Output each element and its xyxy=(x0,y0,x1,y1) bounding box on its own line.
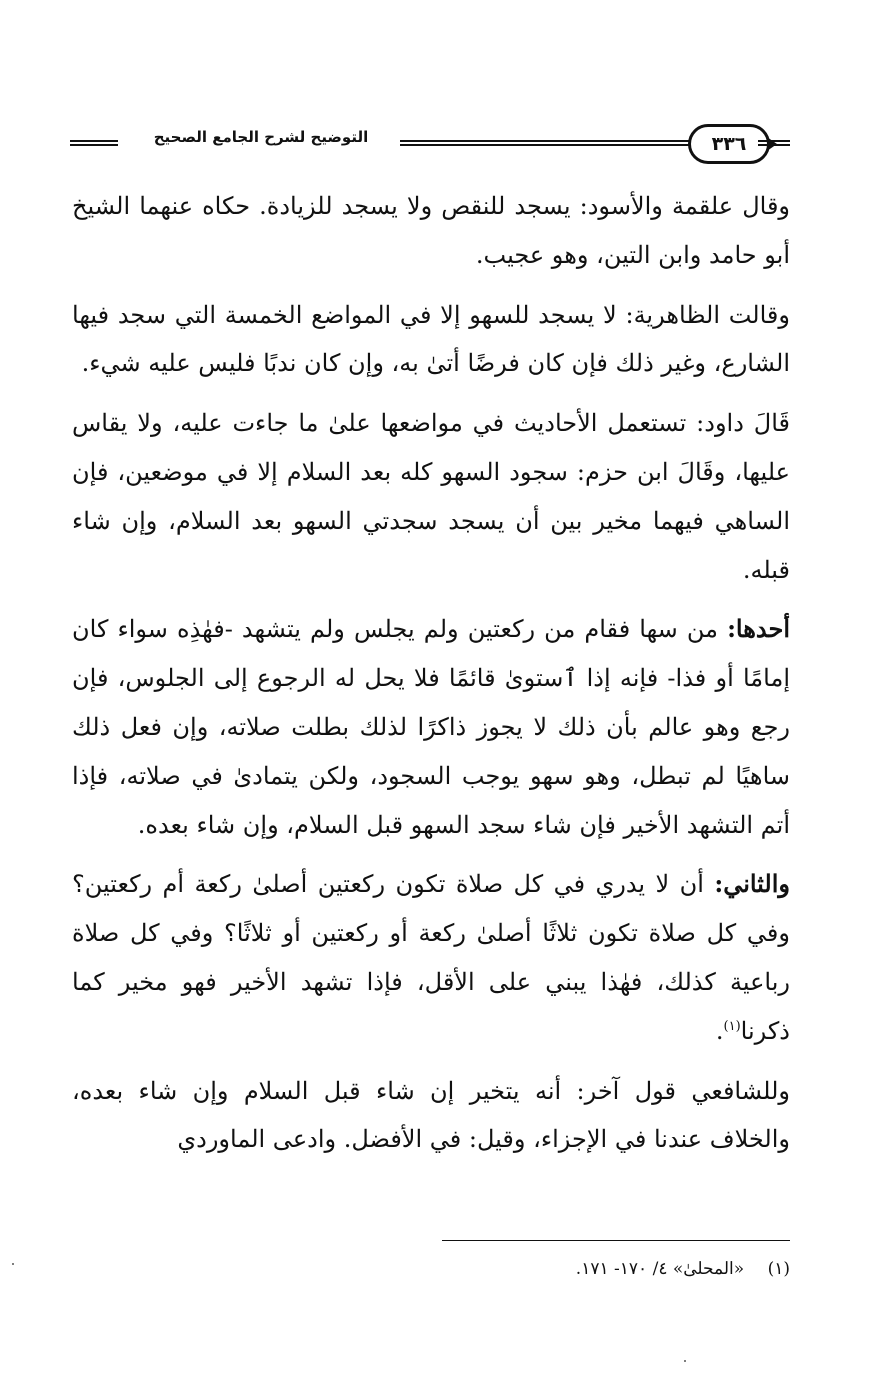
running-header xyxy=(70,124,790,168)
paragraph-lead: والثاني: xyxy=(714,869,790,899)
paragraph xyxy=(72,860,790,1055)
paragraph xyxy=(72,605,790,849)
header-rule-left xyxy=(70,140,118,146)
footnote-divider xyxy=(442,1240,790,1241)
main-text xyxy=(72,182,790,1164)
scan-speck xyxy=(684,1360,686,1362)
paragraph-text: قَالَ داود: تستعمل الأحاديث في مواضعها علىٰ ما جاءت عليه، ولا يقاس عليها، وقَالَ ابن حزم: سجود السهو كله بعد السلام إلا في موضعين، فإن الساهي فيهما مخير بين أن يسجد سجدتي السهو بعد السلام، وإن شاء قبله. xyxy=(72,409,790,584)
paragraph xyxy=(72,1067,790,1165)
header-rule-middle xyxy=(400,140,690,146)
paragraph-lead: أحدها: xyxy=(727,614,790,644)
paragraph xyxy=(72,182,790,280)
footnote-number: (١) xyxy=(767,1259,790,1279)
footnote-text: «المحلىٰ» ٤/ ١٧٠- ١٧١. xyxy=(575,1259,745,1279)
paragraph xyxy=(72,291,790,389)
paragraph xyxy=(72,399,790,594)
footnote-reference[interactable]: (١) xyxy=(723,1018,741,1034)
footnote xyxy=(72,1256,790,1282)
scan-speck xyxy=(12,1263,14,1265)
paragraph-tail: . xyxy=(715,1016,724,1045)
running-title: التوضيح لشرح الجامع الصحيح xyxy=(153,128,369,146)
paragraph-text: من سها فقام من ركعتين ولم يجلس ولم يتشهد -فهٰذِه سواء كان إمامًا أو فذا- فإنه إذا ٱستوىٰ قائمًا فلا يحل له الرجوع إلى الجلوس، فإن رجع وهو عالم بأن ذلك لا يجوز ذاكرًا لذلك بطلت صلاته، وإن فعل ذلك ساهيًا لم تبطل، وهو سهو يوجب السجود، ولكن يتمادىٰ في صلاته، فإذا أتم التشهد الأخير فإن شاء سجد السهو قبل السلام، وإن شاء بعده. xyxy=(72,615,790,839)
paragraph-text: وقال علقمة والأسود: يسجد للنقص ولا يسجد للزيادة. حكاه عنهما الشيخ أبو حامد وابن التين، وهو عجيب. xyxy=(72,192,790,269)
paragraph-text: وقالت الظاهرية: لا يسجد للسهو إلا في المواضع الخمسة التي سجد فيها الشارع، وغير ذلك فإن كان فرضًا أتىٰ به، وإن كان ندبًا فليس عليه شيء. xyxy=(72,300,790,378)
header-rule-right xyxy=(758,140,790,146)
page-number: ٣٣٦ xyxy=(711,133,747,155)
paragraph-text: أن لا يدري في كل صلاة تكون ركعتين أصلىٰ ركعة أم ركعتين؟ وفي كل صلاة تكون ثلاثًا أصلىٰ ركعة أو ركعتين أو ثلاثًا؟ وفي كل صلاة رباعية كذلك، فهٰذا يبني على الأقل، فإذا تشهد الأخير فهو مخير كما ذكرنا xyxy=(72,870,790,1045)
paragraph-text: وللشافعي قول آخر: أنه يتخير إن شاء قبل السلام وإن شاء بعده، والخلاف عندنا في الإجزاء، وقيل: في الأفضل. وادعى الماوردي xyxy=(72,1076,790,1154)
